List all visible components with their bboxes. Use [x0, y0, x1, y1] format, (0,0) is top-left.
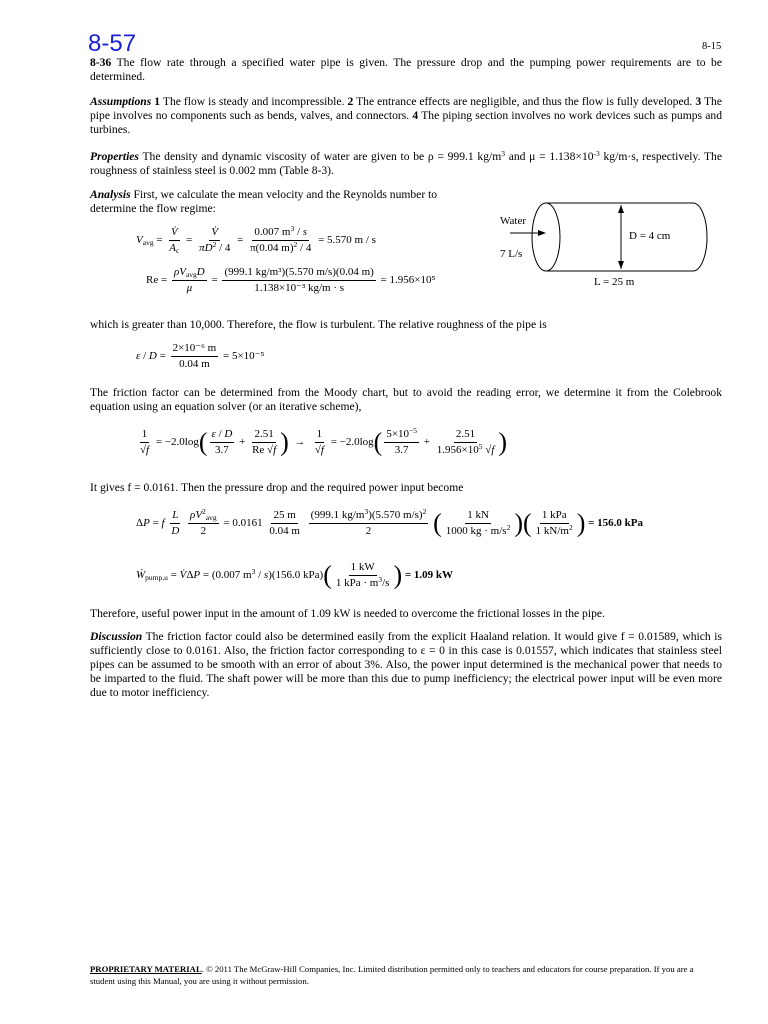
- vavg-denominator: π(0.04 m): [250, 242, 294, 254]
- problem-number: 8-36: [90, 56, 112, 69]
- length-label: L = 25 m: [594, 276, 635, 288]
- assumption-number: 2: [347, 95, 354, 108]
- gives-text: It gives f = 0.0161. Then the pressure drop and the required power input become: [90, 481, 464, 494]
- pressure-drop-result: = 156.0 kPa: [588, 517, 644, 530]
- pipe-diagram: [498, 195, 728, 295]
- vavg-numerator: 0.007 m: [254, 226, 291, 238]
- analysis-label: Analysis: [90, 188, 131, 201]
- discussion-label: Discussion: [90, 630, 143, 643]
- assumptions-label: Assumptions: [90, 95, 152, 108]
- colebrook-equation: $\frac{1}{√f}$ = −2.0log( $\frac{\varepsilon / D}{3.7}$ + $\frac{2.51}{Re √f}$ ) → $\frac{1}{√f}$ = −2.0log( $\frac{5\times 10^{-5}}{3.7}$ + $\frac{2.51}{1.956\times 10^5 √f}$ ): [140, 426, 507, 457]
- assumption-number: 4: [412, 109, 419, 122]
- pump-power-equation: Ẇ$_{pump,u}$ = V̇ΔP = (0.007 $m^3 / s)(156.0$ kPa)( $\frac{1 kW}{1 kPa \cdot m^3/s}$ ) = 1.09 kW: [136, 560, 453, 590]
- analysis-text: First, we calculate the mean velocity and the Reynolds number to determine the flow regime:: [90, 188, 438, 215]
- properties-label: Properties: [90, 150, 139, 163]
- re-denominator: 1.138×10⁻³ kg/m · s: [254, 282, 345, 294]
- properties-section: [90, 150, 722, 178]
- friction-paragraph: The friction factor can be determined from the Moody chart, but to avoid the reading error, we determine it from the Colebrook equation using an equation solver (or an iterative scheme),: [90, 386, 722, 413]
- assumption-text: The pipe involves no components such as bends, valves, and connectors.: [90, 95, 722, 122]
- pump-power-result: = 1.09 kW: [404, 569, 453, 582]
- reynolds-equation: Re = $\frac{\rho V_{avg}D}{\mu}$ = $\frac{\text{(999.1 kg/m³)(5.570 m/s)(0.04 m)}}{\text{1.138×10⁻³ kg/m · s}}$ = 1.956×10⁵: [146, 266, 436, 294]
- analysis-section: [90, 188, 470, 216]
- pressure-drop-equation: ΔP = f $\frac{L}{D}$ $\frac{\rho V^2_{avg}}{2}$ = 0.0161 $\frac{25 m}{0.04 m}$ $\frac{(999.1 kg/m^3)(5.570 m/s)^2}{2}$ ( $\frac{1 kN}{1000 kg \cdot m/s^2}$ )( $\frac{\text{1 kPa}}{1 kN/m^2}$ ) = 156.0 kPa: [136, 507, 644, 538]
- flow-rate-label: 7 L/s: [500, 248, 523, 260]
- problem-statement: [90, 56, 722, 84]
- roughness-equation: ε / D = $\frac{\text{2×10⁻⁶ m}}{0.04 m}$ = 5×10⁻⁵: [136, 342, 265, 370]
- assumption-text: The entrance effects are negligible, and thus the flow is fully developed.: [356, 95, 693, 108]
- assumption-number: 3: [695, 95, 702, 108]
- rough-result: = 5×10⁻⁵: [222, 350, 265, 363]
- problem-text: The flow rate through a specified water pipe is given. The pressure drop and the pumping power requirements are to be determined.: [90, 56, 722, 83]
- water-label: Water: [500, 215, 526, 227]
- footer-notice: [90, 963, 720, 987]
- rough-denominator: 0.04 m: [179, 358, 210, 370]
- watermark-page-number: 8-57: [88, 30, 137, 57]
- assumption-text: The piping section involves no work devices such as pumps and turbines.: [90, 109, 722, 136]
- superscript: 3: [501, 149, 505, 158]
- assumption-text: The flow is steady and incompressible.: [162, 95, 345, 108]
- properties-text: kg/m·s, respectively. The roughness of stainless steel is 0.002 mm (Table 8-3).: [90, 150, 722, 177]
- rough-numerator: 2×10⁻⁶ m: [171, 342, 219, 357]
- diameter-label: D = 4 cm: [629, 230, 671, 242]
- properties-text: The density and dynamic viscosity of water are given to be ρ = 999.1 kg/m: [142, 150, 502, 163]
- re-numerator: (999.1 kg/m³)(5.570 m/s)(0.04 m): [222, 266, 375, 281]
- properties-text: and μ = 1.138×10: [505, 150, 594, 163]
- assumption-number: 1: [154, 95, 161, 108]
- re-result: = 1.956×10⁵: [380, 274, 436, 287]
- page-number: 8-15: [702, 41, 722, 52]
- therefore-text: Therefore, useful power input in the amount of 1.09 kW is needed to overcome the frictional losses in the pipe.: [90, 607, 605, 620]
- discussion-section: [90, 630, 722, 700]
- vavg-result: = 5.570 m / s: [318, 234, 376, 247]
- discussion-text: The friction factor could also be determined easily from the explicit Haaland relation. It would give f = 0.01589, which is sufficiently close to 0.0161. Also, the friction factor corresponding to ε = 0 in this case is 0.01557, which indicates that stainless steel pipes can be assumed to be smooth with an error of about 3%. Also, the power input determined is the mechanical power that needs to be imparted to the fluid. The shaft power will be more than this due to pump inefficiency; the electrical power input will be even more due to motor inefficiency.: [90, 630, 722, 699]
- footer-text: . © 2011 The McGraw-Hill Companies, Inc. Limited distribution permitted only to teachers and educators for course preparation. If you are a student using this Manual, you are using it without permission.: [90, 964, 694, 986]
- assumptions-section: [90, 95, 722, 137]
- footer-label: PROPRIETARY MATERIAL: [90, 964, 202, 974]
- superscript: -3: [593, 149, 600, 158]
- velocity-equation: $V_{avg}$ = $\frac{V̇}{A_c}$ = $\frac{V̇}{\pi D^2 / 4}$ = $\frac{0.007 m^3 / s}{\pi(0.04 m)^2 / 4}$ = 5.570 m / s: [136, 224, 376, 255]
- turbulent-text: which is greater than 10,000. Therefore, the flow is turbulent. The relative roughness of the pipe is: [90, 318, 547, 331]
